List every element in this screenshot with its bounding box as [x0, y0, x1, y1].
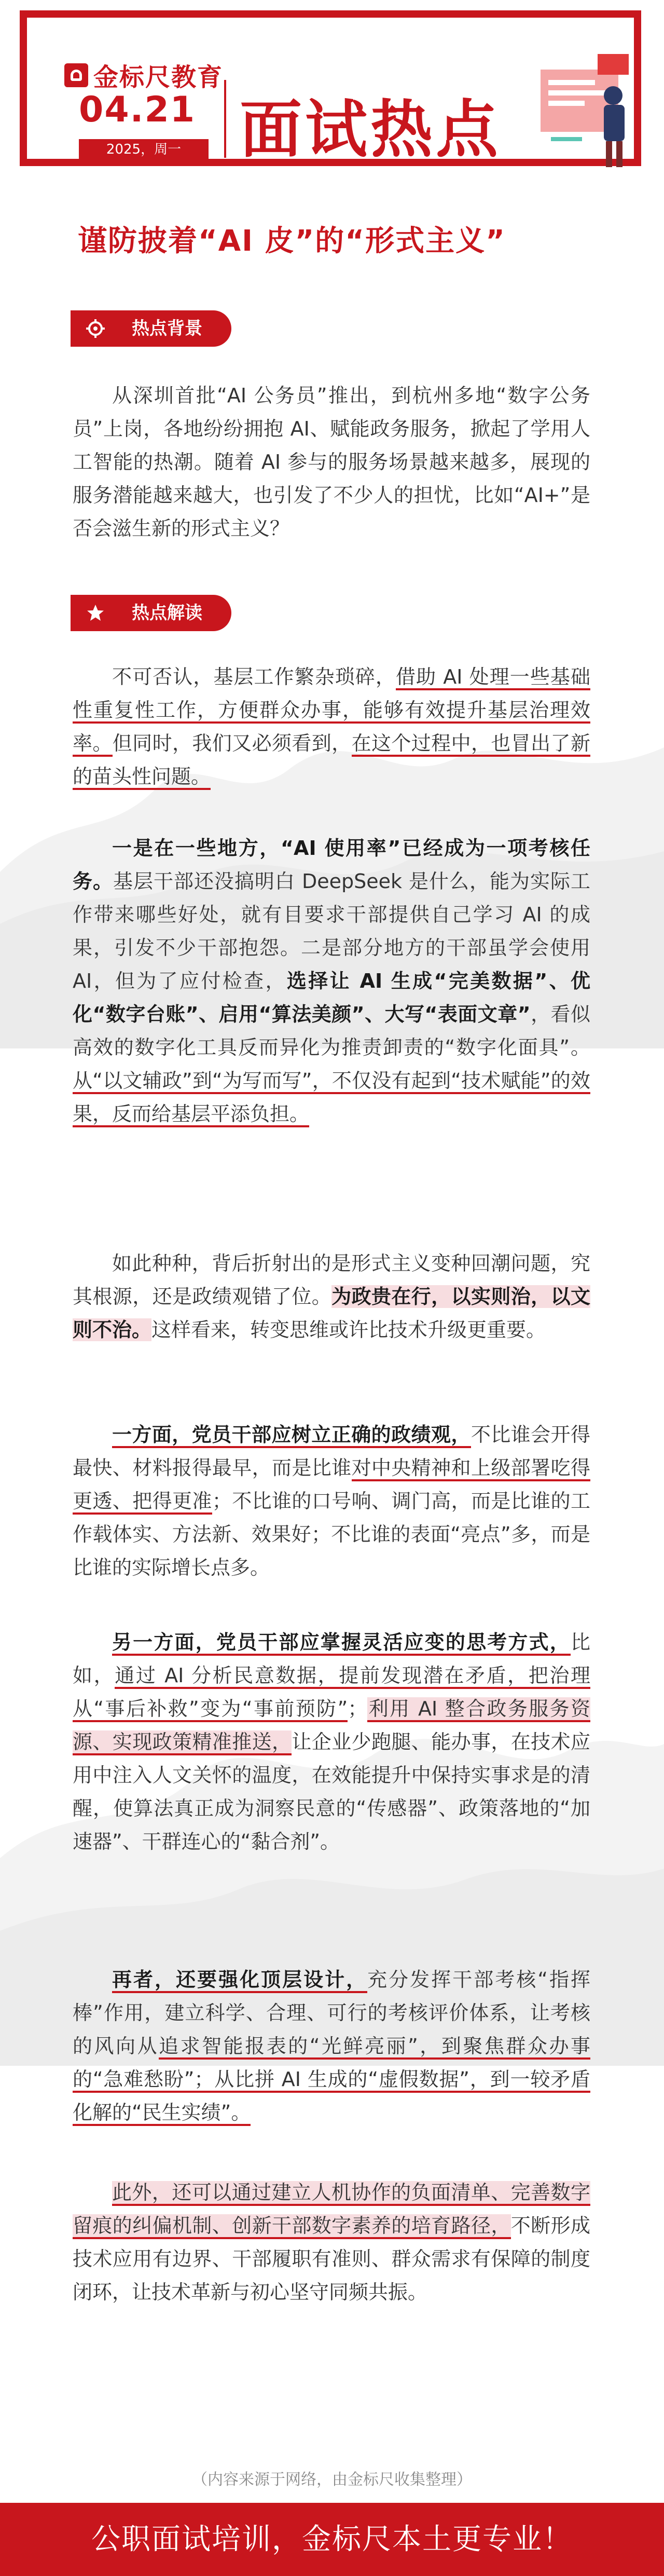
- speaker-illustration: [535, 49, 639, 168]
- header-divider: [224, 80, 226, 158]
- header-banner: [20, 10, 641, 166]
- section-label-background: [71, 310, 231, 347]
- analysis-paragraph-3: 如此种种，背后折射出的是形式主义变种回潮问题，究其根源，还是政绩观错了位。为政贵在行，以实则治，以文则不治。这样看来，转变思维或许比技术升级更重要。: [73, 1252, 590, 1341]
- section-label-text: 热点解读: [132, 603, 202, 623]
- analysis-paragraph-4: 一方面，党员干部应树立正确的政绩观，不比谁会开得最快、材料报得最早，而是比谁对中央精神和上级部署吃得更透、把得更准；不比谁的口号响、调门高，而是比谁的工作载体实、方法新、效果好；不比谁的表面“亮点”多，而是比谁的实际增长点多。: [73, 1423, 590, 1579]
- analysis-paragraph-6: 再者，还要强化顶层设计，充分发挥干部考核“指挥棒”作用，建立科学、合理、可行的考核评价体系，让考核的风向从追求智能报表的“光鲜亮丽”，到聚焦群众办事的“急难愁盼”；从比拼 AI 生成的“虚假数据”，到一较矛盾化解的“民生实绩”。: [73, 1963, 590, 2129]
- brand-logo: [64, 57, 223, 93]
- analysis-paragraph-2: 一是在一些地方，“AI 使用率”已经成为一项考核任务。基层干部还没搞明白 DeepSeek 是什么，能为实际工作带来哪些好处，就有目要求干部提供自己学习 AI 的成果，引发不少干部抱怨。二是部分地方的干部虽学会使用 AI，但为了应付检查，选择让 AI 生成“完美数据”、优化“数字台账”、启用“算法美颜”、大写“表面文章”，看似高效的数字化工具反而异化为推责卸责的“数字化面具”。从“以文辅政”到“为写而写”，不仅没有起到“技术赋能”的效果，反而给基层平添负担。: [73, 832, 590, 1130]
- footer-banner: [0, 2503, 664, 2576]
- background-paragraph: 从深圳首批“AI 公务员”推出，到杭州多地“数字公务员”上岗，各地纷纷拥抱 AI、赋能政务服务，掀起了学用人工智能的热潮。随着 AI 参与的服务场景越来越多，展现的服务潜能越来越大，也引发了不少人的担忧，比如“AI+”是否会滋生新的形式主义？: [73, 384, 590, 540]
- analysis-paragraph-5: 另一方面，党员干部应掌握灵活应变的思考方式，比如，通过 AI 分析民意数据，提前发现潜在矛盾，把治理从“事后补救”变为“事前预防”；利用 AI 整合政务服务资源、实现政策精准推送，让企业少跑腿、能办事，在技术应用中注入人文关怀的温度，在效能提升中保持实事求是的清醒，使算法真正成为洞察民意的“传感器”、政策落地的“加速器”、干群连心的“黏合剂”。: [73, 1631, 590, 1853]
- brand-name: 金标尺教育: [93, 63, 224, 92]
- analysis-paragraph-1: 不可否认，基层工作繁杂琐碎，借助 AI 处理一些基础性重复性工作，方便群众办事，能够有效提升基层治理效率。但同时，我们又必须看到，在这个过程中，也冒出了新的苗头性问题。: [73, 660, 590, 793]
- article-title: 谨防披着“AI 皮”的“形式主义”: [78, 224, 506, 258]
- date: 04.21: [79, 89, 196, 130]
- year-weekday: 2025，周一: [79, 139, 209, 160]
- analysis-paragraph-7: 此外，还可以通过建立人机协作的负面清单、完善数字留痕的纠偏机制、创新干部数字素养的培育路径，不断形成技术应用有边界、干部履职有准则、群众需求有保障的制度闭环，让技术革新与初心坚守同频共振。: [73, 2181, 590, 2304]
- section-label-text: 热点背景: [132, 318, 202, 339]
- brand-logo-icon: [64, 63, 88, 87]
- header-title: 面试热点: [240, 94, 501, 166]
- star-icon: [86, 604, 105, 622]
- target-icon: [86, 319, 105, 338]
- source-note: （内容来源于网络，由金标尺收集整理）: [192, 2471, 472, 2489]
- section-label-analysis: [71, 595, 231, 631]
- footer-slogan: 公职面试培训，金标尺本土更专业！: [91, 2523, 573, 2556]
